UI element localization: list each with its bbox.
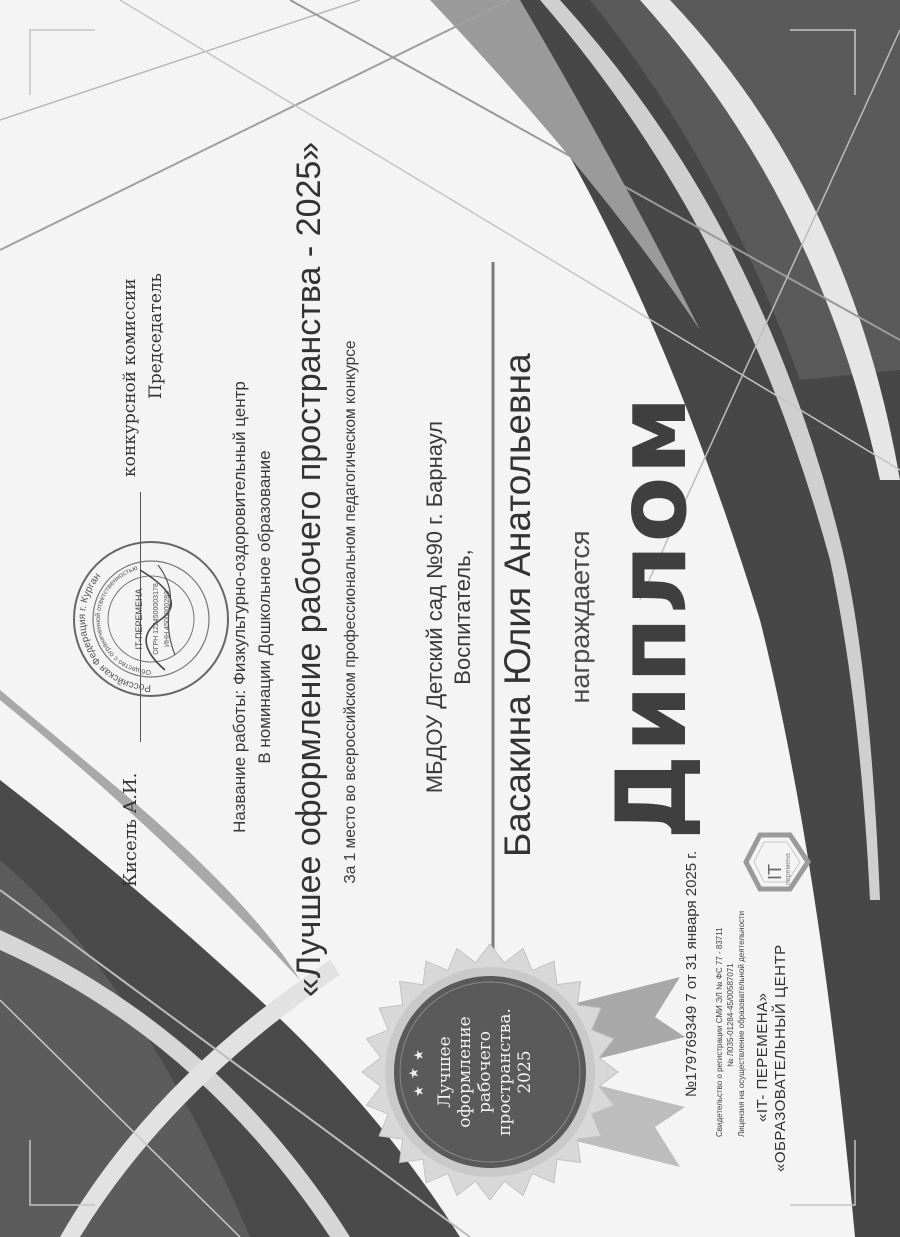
license-line2: № Л035-01284-45/00587071 [726, 963, 735, 1067]
chair-label-line1: Председатель [146, 273, 166, 399]
medal-line3: рабочего [475, 1031, 495, 1113]
svg-text:★: ★ [406, 1067, 421, 1079]
diploma-title: Диплом [596, 394, 708, 840]
stamp-inner-text: Общество с ограниченной ответственностью [94, 564, 152, 676]
award-reason: За 1 место во всероссийском профессиональном педагогическом конкурсе [342, 340, 359, 884]
stamp-center-text: IT-ПЕРЕМЕНА [134, 588, 144, 650]
svg-text:★: ★ [411, 1085, 426, 1097]
medal-line1: Лучшее [435, 1036, 455, 1108]
awarded-label: награждается [565, 530, 595, 704]
medal-line5: 2025 [515, 1050, 535, 1094]
recipient-position: Воспитатель, [450, 549, 475, 685]
stamp-outer-text: Российская Федерация г. Курган [76, 571, 152, 694]
contest-title: «Лучшее оформление рабочего пространства - 2025» [290, 141, 328, 997]
signer-name: Кисель А.И. [120, 772, 141, 887]
it-logo-icon [742, 827, 812, 897]
stamp-ogrn: ОГРН 1224500003178 [153, 583, 160, 655]
issuer-name-line2: «IT- ПЕРЕМЕНА» [754, 992, 771, 1122]
medal-line2: оформление [455, 1016, 475, 1128]
recipient-name: Басакина Юлия Анатольевна [497, 353, 538, 857]
license-line3: Свидетельство о регистрации СМИ ЭЛ № ФС 77 - 83711 [715, 927, 724, 1137]
stamp-inn: ИНН 4500000283 [164, 590, 171, 648]
award-medal [350, 937, 690, 1207]
nomination-text: В номинации Дошкольное образование [255, 450, 274, 764]
official-stamp-icon [70, 538, 232, 700]
registration-number: №179769349 7 от 31 января 2025 г. [683, 850, 700, 1097]
svg-text:★: ★ [411, 1049, 426, 1061]
logo-subtext: перемена [785, 853, 792, 885]
issuer-name-line1: «ОБРАЗОВАТЕЛЬНЫЙ ЦЕНТР [772, 944, 789, 1172]
logo-text: IT [765, 864, 785, 880]
license-line1: Лицензия на осуществление образовательной деятельности [737, 910, 746, 1137]
chair-label-line2: конкурсной комиссии [120, 278, 140, 477]
work-title: Название работы: Физкультурно-оздоровительный центр [230, 381, 249, 833]
medal-line4: пространства. [495, 1008, 515, 1136]
recipient-organization: МБДОУ Детский сад №90 г. Барнаул [422, 420, 447, 794]
